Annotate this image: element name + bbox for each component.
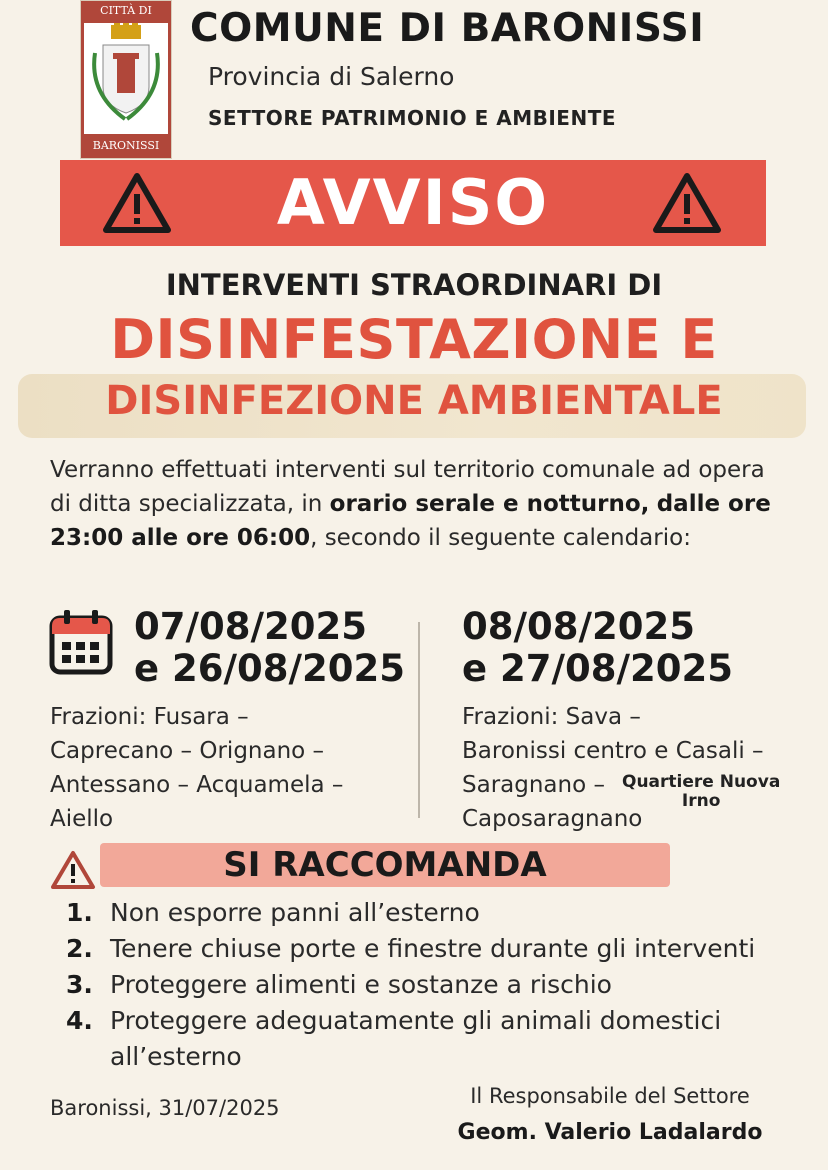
city-crest (80, 0, 172, 159)
warning-icon (50, 850, 96, 890)
fraction-line: Frazioni: Fusara – (50, 704, 249, 730)
list-item (66, 967, 806, 1003)
list-item (66, 1003, 806, 1075)
headline-line1: INTERVENTI STRAORDINARI DI (165, 268, 663, 302)
warning-icon (652, 172, 722, 234)
fraction-line: Aiello (50, 806, 114, 832)
fraction-line: Caprecano – Orignano – (50, 738, 325, 764)
recommend-title: SI RACCOMANDA (223, 845, 547, 885)
sector-label: SETTORE PATRIMONIO E AMBIENTE (208, 106, 617, 130)
crest-top-label: CITTÀ DI (81, 1, 171, 23)
list-item (66, 931, 806, 967)
list-number: 2. (66, 934, 93, 963)
schedule-right-date1: 08/08/2025 (462, 605, 695, 648)
list-item (66, 895, 806, 931)
municipality-title: COMUNE DI BARONISSI (190, 6, 705, 51)
list-text: Non esporre panni all’esterno (110, 898, 480, 927)
fraction-line: Caposaragnano (462, 806, 643, 832)
headline-line2: DISINFESTAZIONE E (110, 308, 718, 371)
list-number: 3. (66, 970, 93, 999)
schedule-right-date2: e 27/08/2025 (462, 647, 733, 690)
fraction-line: Frazioni: Sava – (462, 704, 641, 730)
calendar-icon (48, 608, 114, 676)
headline-line3: DISINFEZIONE AMBIENTALE (105, 378, 723, 424)
schedule-divider (418, 622, 420, 818)
intro-text: , secondo il seguente calendario: (310, 525, 691, 551)
intro-paragraph (50, 453, 790, 555)
crest-bottom-label: BARONISSI (81, 134, 171, 158)
list-number: 4. (66, 1006, 93, 1035)
list-number: 1. (66, 898, 93, 927)
schedule-left-date1: 07/08/2025 (134, 605, 367, 648)
extra-line: Irno (681, 791, 721, 811)
crest-emblem-icon (89, 23, 163, 131)
fraction-line: Saragnano – (462, 772, 605, 798)
schedule-right-fractions (462, 700, 764, 836)
fraction-line: Baronissi centro e Casali – (462, 738, 764, 764)
schedule-right-extra (622, 773, 780, 811)
schedule-left-date2: e 26/08/2025 (134, 647, 405, 690)
responsible-name: Geom. Valerio Ladalardo (457, 1120, 763, 1145)
place-date: Baronissi, 31/07/2025 (50, 1096, 280, 1120)
list-text: Proteggere alimenti e sostanze a rischio (110, 970, 612, 999)
schedule-left-fractions (50, 700, 343, 836)
notice-label: AVVISO (276, 166, 550, 239)
province-label: Provincia di Salerno (208, 62, 455, 91)
list-text: Proteggere adeguatamente gli animali domestici all’esterno (110, 1006, 722, 1071)
notice-banner (60, 160, 766, 246)
intro-text (649, 491, 656, 517)
recommend-list (66, 895, 806, 1075)
extra-line: Quartiere Nuova (622, 772, 781, 792)
list-text: Tenere chiuse porte e finestre durante gli interventi (110, 934, 756, 963)
intro-text: Verranno effettuati interventi sul territorio comunale ad opera di ditta specializzata, in (50, 457, 765, 517)
intro-bold: orario serale e notturno, (329, 491, 650, 517)
responsible-title: Il Responsabile del Settore (470, 1084, 750, 1108)
intro-bold: dalle ore 23:00 alle ore 06:00 (50, 491, 771, 551)
fraction-line: Antessano – Acquamela – (50, 772, 344, 798)
